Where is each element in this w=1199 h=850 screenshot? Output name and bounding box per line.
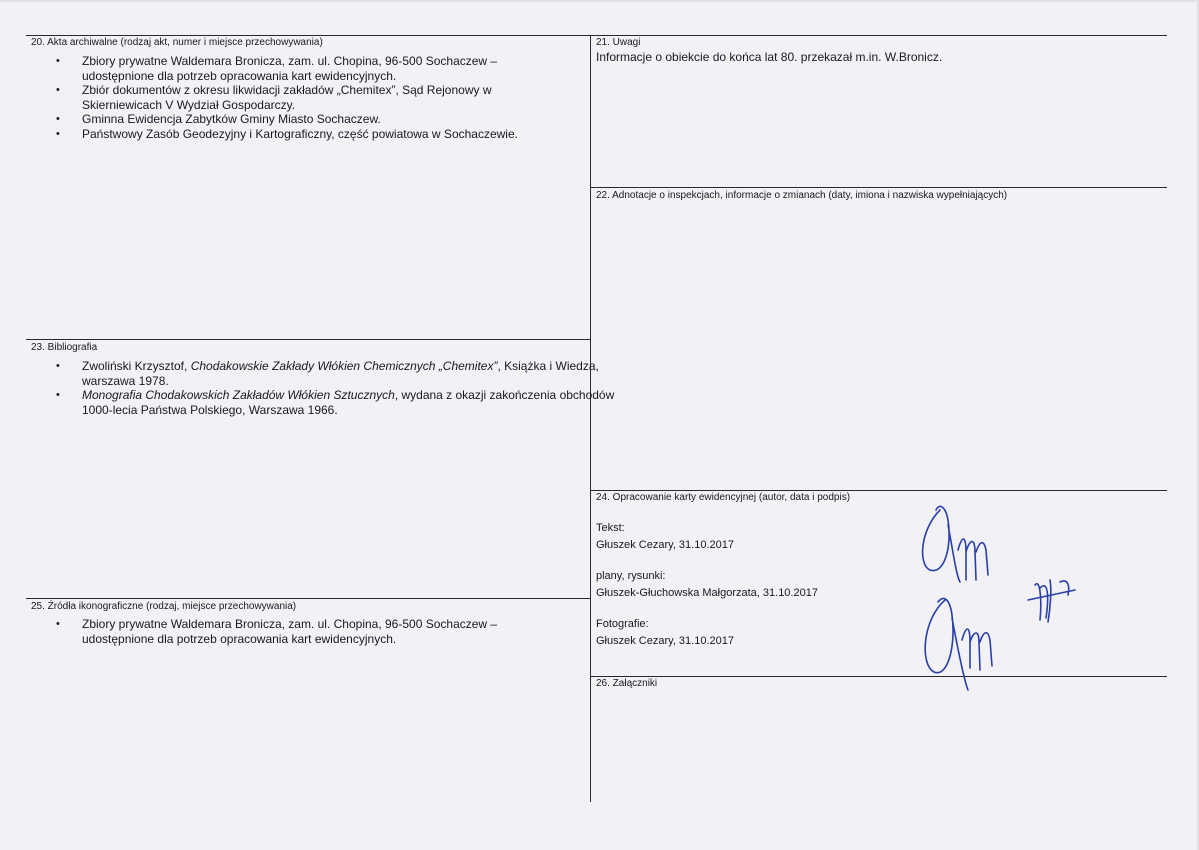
rule-left-340 (26, 339, 590, 340)
sec25-item-1: • Zbiory prywatne Waldemara Bronicza, zam. ul. Chopina, 96-500 Sochaczew – udostępnione dla potrzeb opracowania kart ewidencyjnych. (82, 617, 562, 646)
sec26-title: 26. Załączniki (596, 678, 658, 689)
sec24-text-label: Tekst: (596, 522, 625, 534)
sec23-item-1-author: Zwoliński Krzysztof, (82, 359, 191, 373)
sec25-title: 25. Źródła ikonograficzne (rodzaj, miejsce przechowywania) (31, 601, 297, 612)
sec24-title: 24. Opracowanie karty ewidencyjnej (autor, data i podpis) (596, 492, 851, 503)
sec24-plans-label: plany, rysunki: (596, 570, 666, 582)
rule-right-187 (590, 187, 1167, 188)
sec20-list (44, 54, 562, 141)
sec23-item-1-rest: , Książka i Wiedza, warszawa 1978. (82, 359, 599, 388)
scan-edge-top (0, 0, 1199, 3)
sec24-plans-author: Głuszek-Głuchowska Małgorzata, 31.10.2017 (596, 587, 818, 599)
sec20-item-1: • Zbiory prywatne Waldemara Bronicza, zam. ul. Chopina, 96-500 Sochaczew – udostępnione dla potrzeb opracowania kart ewidencyjnych. (82, 54, 562, 83)
sec23-list (44, 359, 622, 417)
sec25-list (44, 617, 562, 646)
sec24-text-author: Głuszek Cezary, 31.10.2017 (596, 539, 734, 551)
sec23-item-1 (82, 359, 622, 388)
sec20-item-2: • Zbiór dokumentów z okresu likwidacji zakładów „Chemitex”, Sąd Rejonowy w Skierniewicach V Wydział Gospodarczy. (82, 83, 562, 112)
sec21-text: Informacje o obiekcie do końca lat 80. przekazał m.in. W.Bronicz. (596, 50, 943, 64)
rule-center-vertical (590, 35, 591, 802)
sec23-item-1-title: Chodakowskie Zakłady Włókien Chemicznych „Chemitex” (190, 359, 498, 373)
sec23-item-2-title: Monografia Chodakowskich Zakładów Włókien Sztucznych (82, 388, 395, 402)
rule-left-598 (26, 598, 590, 599)
signature-2 (925, 598, 992, 690)
handwritten-signatures (900, 490, 1160, 710)
rule-top (26, 35, 1167, 36)
sec23-item-2-rest: , wydana z okazji zakończenia obchodów 1000-lecia Państwa Polskiego, Warszawa 1966. (82, 388, 615, 417)
sec23-title: 23. Bibliografia (31, 342, 98, 353)
signature-1 (923, 506, 988, 582)
sec22-title: 22. Adnotacje o inspekcjach, informacje o zmianach (daty, imiona i nazwiska wypełniających) (596, 190, 1008, 201)
sec21-title: 21. Uwagi (596, 37, 641, 48)
sec20-item-4: • Państwowy Zasób Geodezyjny i Kartograficzny, część powiatowa w Sochaczewie. (82, 127, 562, 142)
sec24-photo-author: Głuszek Cezary, 31.10.2017 (596, 635, 734, 647)
signature-3 (1028, 580, 1075, 622)
sec20-title: 20. Akta archiwalne (rodzaj akt, numer i miejsce przechowywania) (31, 37, 323, 48)
sec23-item-2 (82, 388, 622, 417)
sec24-photo-label: Fotografie: (596, 618, 649, 630)
sec20-item-3: • Gminna Ewidencja Zabytków Gminy Miasto Sochaczew. (82, 112, 562, 127)
